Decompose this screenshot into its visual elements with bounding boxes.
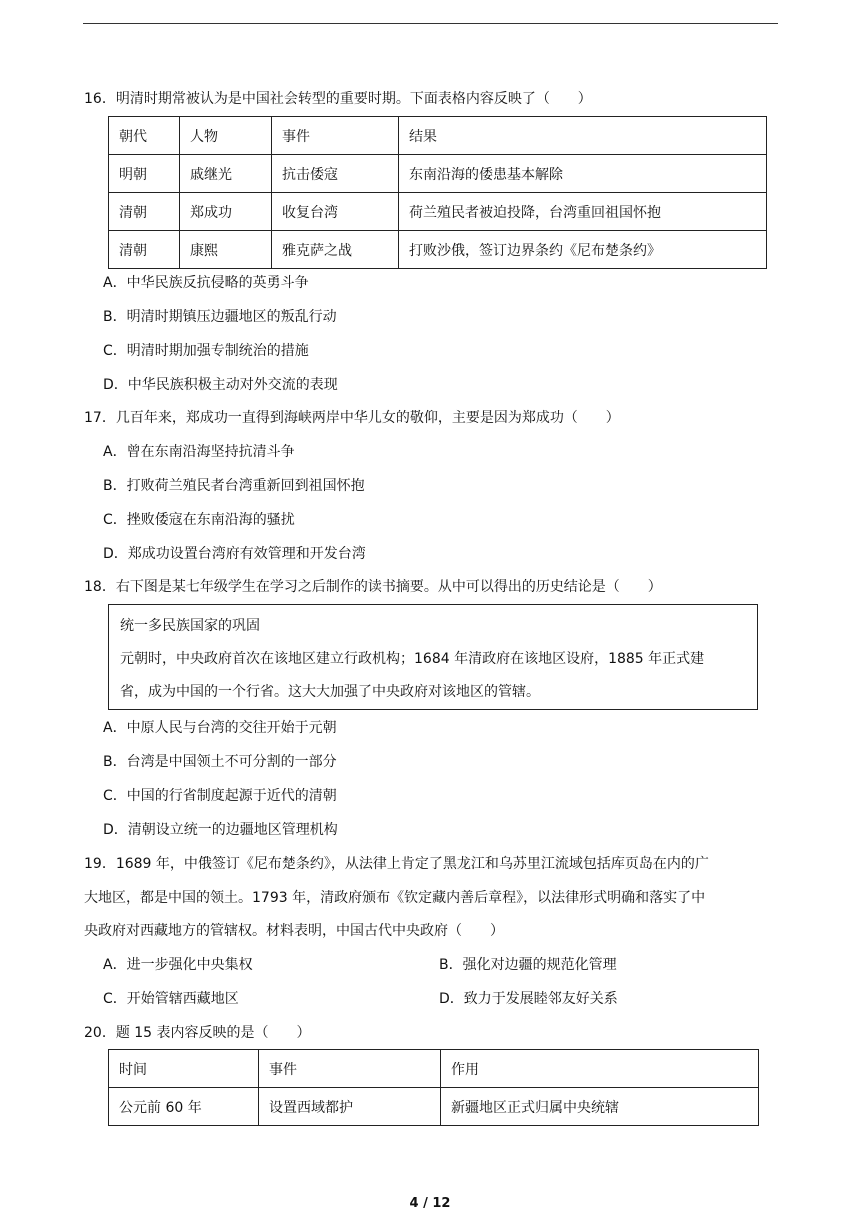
table-cell: 公元前 60 年	[109, 1088, 259, 1126]
table-header-cell: 事件	[259, 1050, 441, 1088]
table-header-cell: 事件	[272, 117, 399, 155]
summary-title: 统一多民族国家的巩固	[120, 618, 260, 634]
q16-option-b: B．明清时期镇压边疆地区的叛乱行动	[103, 309, 337, 325]
table-header-cell: 结果	[399, 117, 767, 155]
table-cell: 抗击倭寇	[272, 155, 399, 193]
q18-option-b: B．台湾是中国领土不可分割的一部分	[103, 754, 337, 770]
q19-option-a: A．进一步强化中央集权	[103, 957, 253, 973]
table-cell: 打败沙俄，签订边界条约《尼布楚条约》	[399, 231, 767, 269]
q20-stem: 20．题 15 表内容反映的是（ ）	[84, 1025, 311, 1041]
q18-option-d: D．清朝设立统一的边疆地区管理机构	[103, 822, 338, 838]
table-cell: 雅克萨之战	[272, 231, 399, 269]
table-header-cell: 时间	[109, 1050, 259, 1088]
q19-stem-line: 央政府对西藏地方的管辖权。材料表明，中国古代中央政府（ ）	[84, 923, 504, 939]
table-cell: 新疆地区正式归属中央统辖	[441, 1088, 759, 1126]
table-cell: 清朝	[109, 231, 180, 269]
table-header-cell: 人物	[180, 117, 272, 155]
table-cell: 明朝	[109, 155, 180, 193]
q17-option-a: A．曾在东南沿海坚持抗清斗争	[103, 444, 295, 460]
summary-line: 省，成为中国的一个行省。这大大加强了中央政府对该地区的管辖。	[120, 684, 540, 700]
q17-option-b: B．打败荷兰殖民者台湾重新回到祖国怀抱	[103, 478, 365, 494]
table-header-row	[109, 1050, 759, 1088]
table-cell: 东南沿海的倭患基本解除	[399, 155, 767, 193]
q17-stem: 17．几百年来，郑成功一直得到海峡两岸中华儿女的敬仰，主要是因为郑成功（ ）	[84, 410, 620, 426]
q20-table	[108, 1049, 759, 1126]
q19-stem-line: 19．1689 年，中俄签订《尼布楚条约》，从法律上肯定了黑龙江和乌苏里江流域包括库页岛在内的广	[84, 856, 709, 872]
header-rule	[83, 23, 778, 24]
q18-summary-box	[108, 604, 758, 710]
table-header-cell: 朝代	[109, 117, 180, 155]
q17-option-d: D．郑成功设置台湾府有效管理和开发台湾	[103, 546, 366, 562]
q18-option-c: C．中国的行省制度起源于近代的清朝	[103, 788, 337, 804]
q18-option-a: A．中原人民与台湾的交往开始于元朝	[103, 720, 337, 736]
table-row	[109, 155, 767, 193]
table-row	[109, 1088, 759, 1126]
q18-stem: 18．右下图是某七年级学生在学习之后制作的读书摘要。从中可以得出的历史结论是（ ）	[84, 579, 662, 595]
q16-stem: 16．明清时期常被认为是中国社会转型的重要时期。下面表格内容反映了（ ）	[84, 91, 592, 107]
summary-line: 元朝时，中央政府首次在该地区建立行政机构；1684 年清政府在该地区设府，1885 年正式建	[120, 651, 705, 667]
page-number: 4 / 12	[409, 1196, 451, 1211]
table-cell: 收复台湾	[272, 193, 399, 231]
table-row	[109, 231, 767, 269]
table-header-row	[109, 117, 767, 155]
q16-option-a: A．中华民族反抗侵略的英勇斗争	[103, 275, 309, 291]
q19-stem-line: 大地区，都是中国的领土。1793 年，清政府颁布《钦定藏内善后章程》，以法律形式明确和落实了中	[84, 890, 706, 906]
q16-table	[108, 116, 767, 269]
q16-option-c: C．明清时期加强专制统治的措施	[103, 343, 309, 359]
q17-option-c: C．挫败倭寇在东南沿海的骚扰	[103, 512, 295, 528]
q19-option-c: C．开始管辖西藏地区	[103, 991, 239, 1007]
q16-option-d: D．中华民族积极主动对外交流的表现	[103, 377, 338, 393]
table-cell: 戚继光	[180, 155, 272, 193]
table-cell: 荷兰殖民者被迫投降，台湾重回祖国怀抱	[399, 193, 767, 231]
table-cell: 郑成功	[180, 193, 272, 231]
table-cell: 设置西域都护	[259, 1088, 441, 1126]
table-header-cell: 作用	[441, 1050, 759, 1088]
table-cell: 清朝	[109, 193, 180, 231]
table-cell: 康熙	[180, 231, 272, 269]
q19-option-b: B．强化对边疆的规范化管理	[439, 957, 617, 973]
q19-option-d: D．致力于发展睦邻友好关系	[439, 991, 618, 1007]
table-row	[109, 193, 767, 231]
